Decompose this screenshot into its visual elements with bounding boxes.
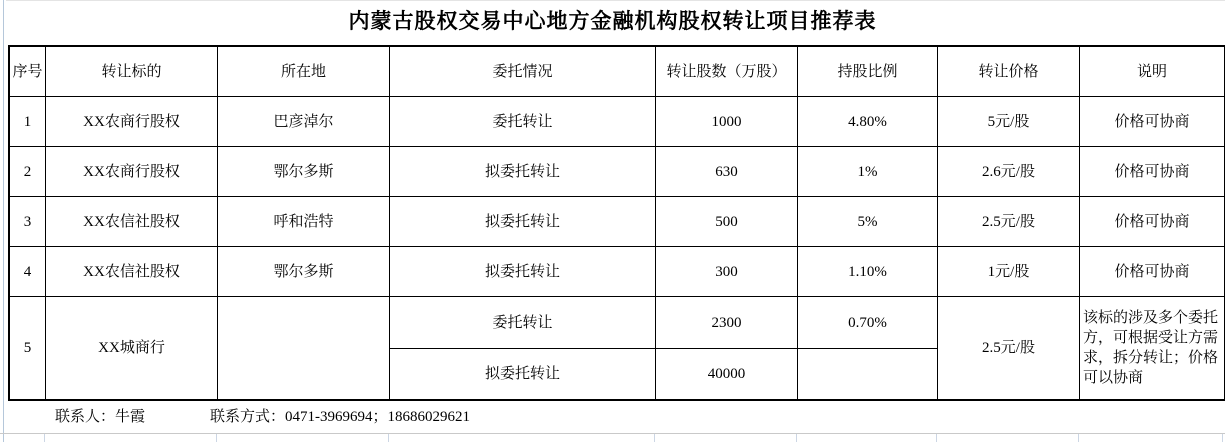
cell-shares: 500	[656, 197, 798, 247]
contact-phone: 联系方式：0471-3969694；18686029621	[210, 409, 470, 425]
cell-subject: XX城商行	[46, 297, 218, 399]
cell-entrust: 委托转让	[390, 297, 656, 349]
header-cell-ratio: 持股比例	[798, 47, 938, 97]
cell-index: 3	[10, 197, 46, 247]
grid-tick	[654, 434, 655, 442]
header-cell-index: 序号	[10, 47, 46, 97]
cell-entrust: 拟委托转让	[390, 197, 656, 247]
left-edge-gridline	[3, 0, 4, 442]
cell-entrust: 拟委托转让	[390, 147, 656, 197]
cell-price: 2.5元/股	[938, 297, 1080, 399]
page-title: 内蒙古股权交易中心地方金融机构股权转让项目推荐表	[348, 9, 877, 33]
cell-subject: XX农信社股权	[46, 197, 218, 247]
cell-entrust: 拟委托转让	[390, 247, 656, 297]
header-cell-shares: 转让股数（万股）	[656, 47, 798, 97]
contact-person: 联系人：牛霞	[55, 409, 146, 425]
contact-row	[0, 401, 1225, 433]
cell-ratio	[798, 349, 938, 399]
cell-location: 呼和浩特	[218, 197, 390, 247]
equity-transfer-table	[8, 45, 1225, 401]
cell-ratio: 0.70%	[798, 297, 938, 349]
cell-ratio: 4.80%	[798, 97, 938, 147]
cell-note: 价格可协商	[1080, 247, 1224, 297]
cell-subject: XX农商行股权	[46, 147, 218, 197]
cell-price: 2.5元/股	[938, 197, 1080, 247]
header-cell-subject: 转让标的	[46, 47, 218, 97]
header-cell-note: 说明	[1080, 47, 1224, 97]
cell-index: 5	[10, 297, 46, 399]
header-cell-entrust: 委托情况	[390, 47, 656, 97]
cell-note: 该标的涉及多个委托方，可根据受让方需求，拆分转让；价格可以协商	[1083, 310, 1219, 386]
header-cell-price: 转让价格	[938, 47, 1080, 97]
grid-tick	[936, 434, 937, 442]
bottom-gridline	[0, 433, 1225, 434]
cell-subject: XX农信社股权	[46, 247, 218, 297]
cell-note: 价格可协商	[1080, 147, 1224, 197]
cell-location: 鄂尔多斯	[218, 247, 390, 297]
cell-shares: 40000	[656, 349, 798, 399]
top-gridline	[6, 0, 1225, 1]
cell-index: 2	[10, 147, 46, 197]
cell-index: 1	[10, 97, 46, 147]
cell-shares: 1000	[656, 97, 798, 147]
cell-location	[218, 297, 390, 399]
cell-entrust: 拟委托转让	[390, 349, 656, 399]
cell-entrust: 委托转让	[390, 97, 656, 147]
cell-index: 4	[10, 247, 46, 297]
header-cell-location: 所在地	[218, 47, 390, 97]
grid-tick	[388, 434, 389, 442]
grid-tick	[1222, 434, 1223, 442]
grid-tick	[216, 434, 217, 442]
cell-shares: 2300	[656, 297, 798, 349]
cell-price: 5元/股	[938, 97, 1080, 147]
grid-tick	[1078, 434, 1079, 442]
cell-ratio: 1%	[798, 147, 938, 197]
cell-shares: 300	[656, 247, 798, 297]
grid-tick	[44, 434, 45, 442]
cell-ratio: 1.10%	[798, 247, 938, 297]
grid-tick	[796, 434, 797, 442]
cell-shares: 630	[656, 147, 798, 197]
cell-location: 巴彦淖尔	[218, 97, 390, 147]
cell-note: 价格可协商	[1080, 97, 1224, 147]
cell-location: 鄂尔多斯	[218, 147, 390, 197]
cell-price: 1元/股	[938, 247, 1080, 297]
cell-ratio: 5%	[798, 197, 938, 247]
cell-price: 2.6元/股	[938, 147, 1080, 197]
cell-note: 价格可协商	[1080, 197, 1224, 247]
cell-subject: XX农商行股权	[46, 97, 218, 147]
